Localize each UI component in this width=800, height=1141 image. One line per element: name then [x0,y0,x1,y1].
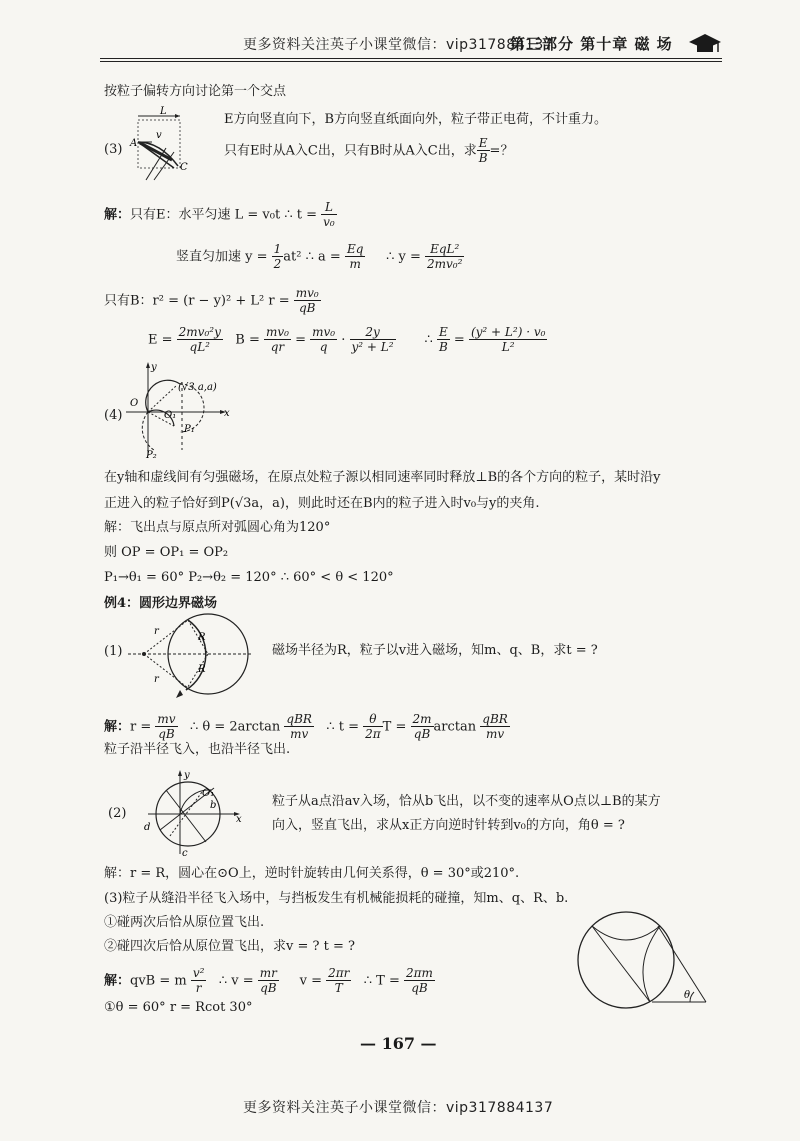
fig-c2-label-y: y [184,770,190,781]
fig4-label-O: O [130,398,139,409]
fig4-label-O1: O₁ [164,410,177,421]
fig3-label-L: L [160,106,167,117]
figure-circle-2 [140,766,250,858]
fig-c2-label-d: d [144,822,151,833]
circle-problem-3-text: (3)粒子从缝沿半径飞入场中，与挡板发生有机械能损耗的碰撞，知m、q、R、b. [104,891,569,906]
fig-c2-label-c: c [182,848,188,859]
figure-problem-3 [130,108,200,188]
problem-3-line2 [224,136,513,166]
circle-problem-3-case1: ①碰两次后恰从原位置飞出. [104,915,265,930]
fig4-label-P1: P₁ [184,424,195,435]
header-rule [100,58,722,59]
fig-c1-label-R2: R [198,664,206,675]
solution-c1-note: 粒子沿半径飞入，也沿半径飞出. [104,742,291,757]
example-4-title: 例4：圆形边界磁场 [104,596,218,611]
problem-4-line2: 正进入的粒子恰好到P(√3a，a)，则此时还在B内的粒子进入时v₀与y的夹角. [104,496,540,511]
solution-3-line4: E = $\frac{\text{2mv₀²y}}{\text{qL²}}$ B = $\frac{\text{mv₀}}{qr}$ = $\frac{\text{mv₀}}{q}$ · $\frac{2y}{\text{y² + L²}}$ ∴ $\frac{E}{B}$ = $\frac{\text{(y² + L²) · v₀}}{\text{L²}}$ [148,325,546,355]
solution-4-line1: 解：飞出点与原点所对弧圆心角为120° [104,520,331,535]
problem-4-number: (4) [104,408,123,423]
solution-c1-formula: 解：r = $\frac{mv}{qB}$ ∴ θ = 2arctan qBR mv ∴ t = $\frac{\theta}{2\pi}$ T = $\frac{2m}{qB}$ arctan qBR mv [104,712,508,742]
fig4-label-y: y [151,362,157,373]
fig4-label-x: x [224,408,230,419]
figure-problem-4 [118,360,238,460]
solution-4-line2: 则 OP = OP₁ = OP₂ [104,545,229,560]
fig3-label-C: C [180,162,188,173]
solution-c3-formula: 解：qvB = m $\frac{\text{v²}}{r}$ ∴ v = $\frac{mr}{qB}$ v = $\frac{2\pi r}{T}$ ∴ T = $\frac{2\pi m}{qB}$ [104,966,433,996]
circle-problem-1-number: (1) [104,644,123,659]
problem-4-line1: 在y轴和虚线间有匀强磁场，在原点处粒子源以相同速率同时释放⊥B的各个方向的粒子，某时沿y [104,470,661,485]
fraction-e-over-b: $\frac{E}{B}$ [478,136,488,166]
circle-problem-3-case2: ②碰四次后恰从原位置飞出，求v = ? t = ? [104,939,355,954]
graduation-cap-icon [688,32,722,56]
fig3-label-A: A [130,138,138,149]
solution-3-line1: 解：只有E：水平匀速 L = v₀t ∴ t = $\frac{L}{\text{v₀}}$ [104,200,335,230]
fig-c3-label-theta: θ [684,990,691,1001]
solution-c2-line1: 解：r = R，圆心在⊙O上，逆时针旋转由几何关系得，θ = 30°或210°. [104,866,520,881]
solution-3-line3: 只有B：r² = (r − y)² + L² r = $\frac{\text{mv₀}}{qB}$ [104,286,319,316]
circle-problem-1-text: 磁场半径为R，粒子以v进入磁场，知m、q、B，求t = ? [272,643,598,658]
fig-c2-label-O1: O₁ [202,788,215,799]
problem-3-question: 只有E时从A入C出，只有B时从A入C出，求 [224,143,477,159]
header-rule-thin [100,61,722,62]
problem-3-number: (3) [104,142,123,157]
fig4-label-P2: P₂ [146,450,157,461]
solution-4-line3: P₁→θ₁ = 60° P₂→θ₂ = 120° ∴ 60° < θ < 120° [104,570,394,585]
footer-watermark: 更多资料关注英子小课堂微信：vip317884137 [243,1100,554,1116]
circle-problem-2-line1: 粒子从a点沿av入场，恰从b飞出，以不变的速率从O点以⊥B的某方 [272,794,661,809]
fig-c1-label-r1: r [154,626,159,637]
fig3-label-v: v [156,130,162,141]
header-watermark: 更多资料关注英子小课堂微信：vip317884137 [243,37,554,53]
figure-circle-3 [572,904,722,1016]
fig4-label-P: (√3 a,a) [178,382,217,393]
solution-c3-case1: ①θ = 60° r = Rcot 30° [104,1000,253,1015]
problem-3-line1: E方向竖直向下，B方向竖直纸面向外，粒子带正电荷，不计重力。 [224,112,608,127]
solution-3-line2: 竖直匀加速 y = $\frac{1}{2}$ at² ∴ a = $\frac{Eq}{m}$ ∴ y = EqL² 2mv₀² [176,242,463,272]
fig-c2-label-x: x [236,814,242,825]
figure-circle-1 [128,610,258,700]
chapter-title: 第三部分 第十章 磁 场 [510,35,673,53]
fig-c1-label-R1: R [198,632,206,643]
fig-c1-label-r2: r [154,674,159,685]
page-number: — 167 — [360,1034,437,1053]
section-title: 按粒子偏转方向讨论第一个交点 [104,84,287,99]
problem-3-ask: =？ [489,143,514,159]
circle-problem-2-number: (2) [108,806,127,821]
circle-problem-2-line2: 向入，竖直飞出，求从x正方向逆时针转到v₀的方向，角θ = ? [272,818,625,833]
fig-c2-label-b: b [210,800,217,811]
